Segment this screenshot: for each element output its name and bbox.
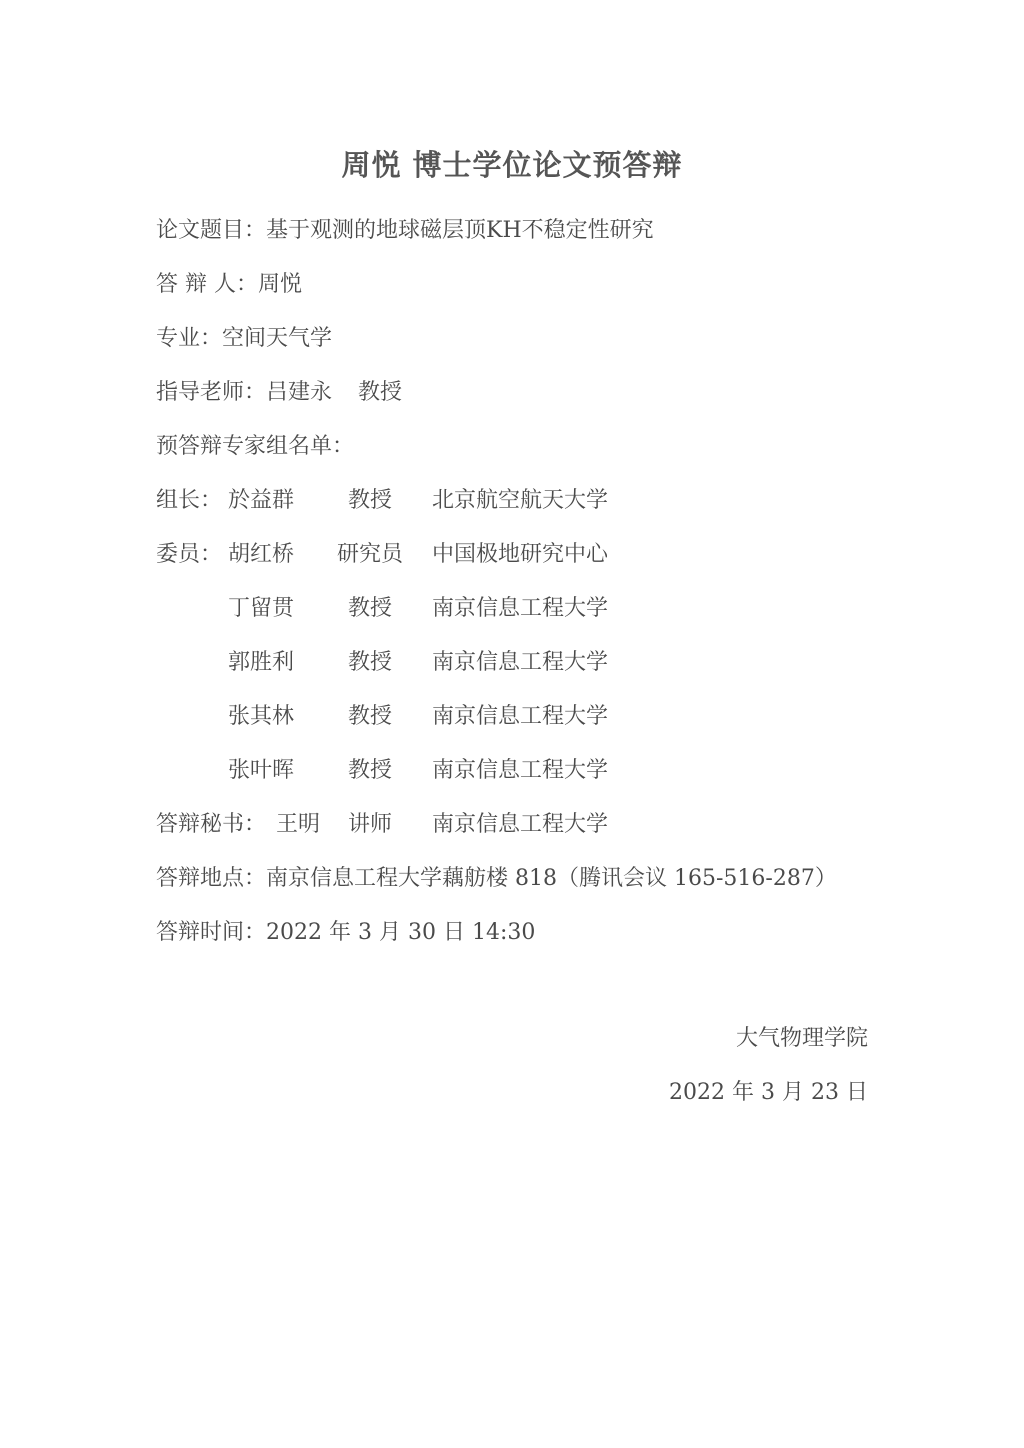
page-title: 周悦 博士学位论文预答辩: [341, 148, 683, 182]
advisor-label: 指导老师：: [156, 380, 267, 405]
respondent-value: 周悦: [258, 272, 303, 297]
secretary-label: 答辩秘书：: [156, 812, 267, 837]
chair-name: 於益群: [228, 488, 295, 513]
member-name: 张叶晖: [228, 758, 295, 783]
member-name: 丁留贯: [228, 596, 295, 621]
thesis-title-line: [156, 216, 654, 246]
member-title: 教授: [348, 650, 393, 675]
location-value: 南京信息工程大学藕舫楼 818（腾讯会议 165-516-287）: [266, 866, 837, 891]
member-affiliation: 南京信息工程大学: [432, 596, 609, 621]
thesis-title-label: 论文题目：: [156, 218, 267, 243]
secretary-affiliation: 南京信息工程大学: [432, 812, 609, 837]
location-line: [156, 864, 837, 894]
respondent-label: 答 辩 人：: [156, 272, 258, 297]
member-title: 教授: [348, 596, 393, 621]
member-title: 教授: [348, 704, 393, 729]
member-affiliation: 南京信息工程大学: [432, 758, 609, 783]
time-line: [156, 918, 535, 948]
member-affiliation: 中国极地研究中心: [432, 542, 609, 567]
issuer: 大气物理学院: [735, 1026, 868, 1051]
secretary-title: 讲师: [348, 812, 393, 837]
major-label: 专业：: [156, 326, 223, 351]
advisor-line: [156, 378, 402, 408]
members-label: 委员：: [156, 542, 223, 567]
thesis-title-value: 基于观测的地球磁层顶KH不稳定性研究: [266, 218, 654, 243]
member-title: 研究员: [337, 542, 404, 567]
time-label: 答辩时间：: [156, 920, 267, 945]
member-name: 张其林: [228, 704, 295, 729]
chair-title: 教授: [348, 488, 393, 513]
major-value: 空间天气学: [222, 326, 333, 351]
chair-label: 组长：: [156, 488, 223, 513]
member-affiliation: 南京信息工程大学: [432, 704, 609, 729]
committee-heading: 预答辩专家组名单：: [156, 434, 355, 459]
issue-date: 2022 年 3 月 23 日: [669, 1080, 868, 1105]
advisor-name: 吕建永: [266, 380, 333, 405]
advisor-title: 教授: [358, 380, 403, 405]
major-line: [156, 324, 332, 354]
member-title: 教授: [348, 758, 393, 783]
time-value: 2022 年 3 月 30 日 14:30: [266, 920, 536, 945]
respondent-line: [156, 270, 302, 300]
member-name: 胡红桥: [228, 542, 295, 567]
chair-affiliation: 北京航空航天大学: [432, 488, 609, 513]
member-name: 郭胜利: [228, 650, 295, 675]
location-label: 答辩地点：: [156, 866, 267, 891]
member-affiliation: 南京信息工程大学: [432, 650, 609, 675]
secretary-name: 王明: [276, 812, 321, 837]
